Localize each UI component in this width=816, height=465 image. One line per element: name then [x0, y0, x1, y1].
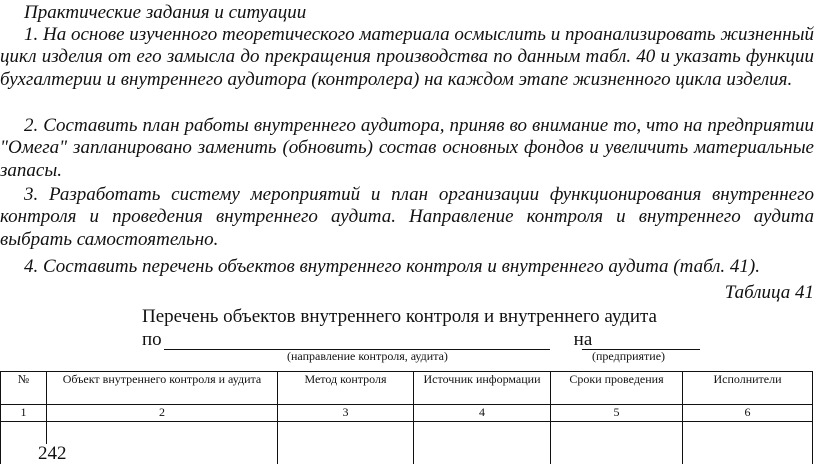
column-number-5: 5	[551, 405, 683, 422]
table-row	[1, 422, 813, 465]
header-terms: Сроки проведения	[551, 372, 683, 405]
enterprise-hint: (предприятие)	[592, 349, 666, 363]
objects-table	[0, 371, 813, 464]
task-2: 2. Составить план работы внутреннего аудитора, приняв во внимание то, что на предприятии "Омега" запланировано заменить (обновить) состав основных фондов и увеличить материальные запасы.	[0, 115, 814, 181]
direction-hint: (направление контроля, аудита)	[287, 349, 448, 363]
table-cell	[683, 422, 813, 465]
page-number: 242	[38, 443, 67, 464]
header-executors: Исполнители	[683, 372, 813, 405]
column-number-3: 3	[278, 405, 414, 422]
column-number-2: 2	[47, 405, 278, 422]
column-number-1: 1	[1, 405, 47, 422]
table-cell	[47, 422, 278, 465]
column-number-6: 6	[683, 405, 813, 422]
header-object: Объект внутреннего контроля и аудита	[47, 372, 278, 405]
task-1: 1. На основе изученного теоретического материала осмыслить и проанализировать жизненный цикл изделия от его замысла до прекращения производства по данным табл. 40 и указать функции бухгалтерии и внутреннего аудитора (контролера) на каждом этапе жизненного цикла изделия.	[0, 24, 814, 90]
section-title: Практические задания и ситуации	[24, 2, 307, 23]
list-at-label: на	[573, 329, 593, 350]
task-4: 4. Составить перечень объектов внутреннего контроля и внутреннего аудита (табл. 41).	[24, 256, 761, 277]
header-source: Источник информации	[414, 372, 551, 405]
table-cell	[551, 422, 683, 465]
list-by-label: по	[142, 329, 162, 350]
table-cell	[414, 422, 551, 465]
list-title: Перечень объектов внутреннего контроля и внутреннего аудита	[142, 306, 657, 327]
header-number: №	[1, 372, 47, 405]
header-method: Метод контроля	[278, 372, 414, 405]
table-number-row	[1, 405, 813, 422]
list-fill-line	[142, 330, 592, 350]
table-header-row	[1, 372, 813, 405]
task-3: 3. Разработать систему мероприятий и план организации функционирования внутреннего контроля и проведения внутреннего аудита. Направление контроля и внутреннего аудита выбрать самостоятельно.	[0, 184, 814, 250]
table-caption: Таблица 41	[724, 282, 814, 303]
table-cell	[278, 422, 414, 465]
column-number-4: 4	[414, 405, 551, 422]
